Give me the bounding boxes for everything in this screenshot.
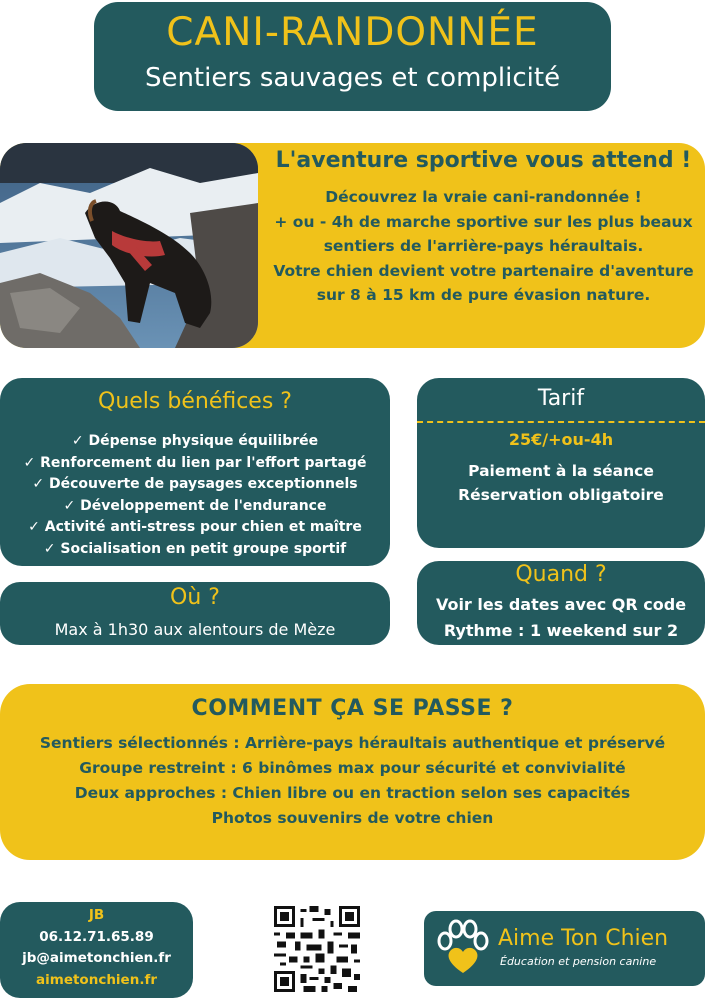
how-it-works-line: Deux approches : Chien libre ou en traction selon ses capacités bbox=[74, 784, 631, 802]
contact-phone[interactable]: 06.12.71.65.89 bbox=[39, 928, 154, 945]
tarif-price: 25€/+ou-4h bbox=[508, 430, 614, 449]
how-it-works-heading: COMMENT ÇA SE PASSE ? bbox=[191, 696, 514, 721]
intro-section bbox=[0, 143, 705, 348]
contact-card bbox=[0, 902, 193, 998]
how-it-works-section bbox=[0, 684, 705, 860]
qr-code[interactable] bbox=[274, 906, 360, 992]
page-subtitle: Sentiers sauvages et complicité bbox=[144, 63, 561, 93]
location-heading: Où ? bbox=[170, 585, 220, 610]
header-banner bbox=[94, 2, 611, 111]
location-text: Max à 1h30 aux alentours de Mèze bbox=[54, 620, 336, 639]
benefit-item: ✓ Dépense physique équilibrée bbox=[71, 433, 319, 449]
tarif-divider bbox=[417, 421, 705, 423]
intro-line: Votre chien devient votre partenaire d'aventure bbox=[273, 261, 694, 280]
benefit-item: ✓ Renforcement du lien par l'effort partagé bbox=[23, 454, 367, 471]
page-title: CANI-RANDONNÉE bbox=[166, 10, 539, 55]
benefit-item: ✓ Découverte de paysages exceptionnels bbox=[32, 476, 358, 492]
how-it-works-line: Sentiers sélectionnés : Arrière-pays héraultais authentique et préservé bbox=[39, 734, 666, 752]
dog-photo bbox=[0, 143, 258, 348]
intro-line: sur 8 à 15 km de pure évasion nature. bbox=[316, 286, 651, 304]
tarif-booking: Réservation obligatoire bbox=[458, 486, 664, 504]
location-card bbox=[0, 582, 390, 645]
schedule-text bbox=[417, 592, 705, 644]
benefit-item: ✓ Activité anti-stress pour chien et maître bbox=[28, 519, 362, 535]
intro-line: Découvrez la vraie cani-randonnée ! bbox=[325, 188, 642, 206]
schedule-dates: Voir les dates avec QR code bbox=[435, 595, 687, 614]
intro-line: sentiers de l'arrière-pays héraultais. bbox=[323, 237, 644, 255]
tarif-card bbox=[417, 378, 705, 548]
brand-logo bbox=[424, 911, 705, 986]
contact-website[interactable]: aimetonchien.fr bbox=[36, 971, 157, 988]
intro-text bbox=[262, 143, 705, 308]
tarif-heading: Tarif bbox=[537, 386, 585, 411]
tarif-payment: Paiement à la séance bbox=[468, 462, 654, 480]
benefits-card bbox=[0, 378, 390, 566]
intro-paragraph bbox=[262, 185, 705, 308]
schedule-heading: Quand ? bbox=[515, 562, 607, 587]
contact-email[interactable]: jb@aimetonchien.fr bbox=[22, 950, 171, 966]
how-it-works-line: Photos souvenirs de votre chien bbox=[211, 809, 494, 827]
how-it-works-list bbox=[0, 731, 705, 831]
paw-heart-icon bbox=[434, 919, 492, 977]
intro-heading: L'aventure sportive vous attend ! bbox=[275, 148, 692, 173]
intro-line: + ou - 4h de marche sportive sur les plus beaux bbox=[274, 212, 693, 231]
schedule-card bbox=[417, 561, 705, 645]
tarif-info bbox=[417, 459, 705, 507]
benefits-heading: Quels bénéfices ? bbox=[98, 389, 292, 414]
contact-name: JB bbox=[88, 907, 105, 923]
how-it-works-line: Groupe restreint : 6 binômes max pour sécurité et convivialité bbox=[79, 759, 626, 777]
benefit-item: ✓ Développement de l'endurance bbox=[63, 497, 327, 514]
schedule-rhythm: Rythme : 1 weekend sur 2 bbox=[443, 621, 679, 640]
brand-name: Aime Ton Chien bbox=[498, 926, 669, 951]
brand-tagline: Éducation et pension canine bbox=[500, 955, 657, 968]
benefits-list bbox=[0, 431, 390, 560]
benefit-item: ✓ Socialisation en petit groupe sportif bbox=[43, 540, 347, 557]
